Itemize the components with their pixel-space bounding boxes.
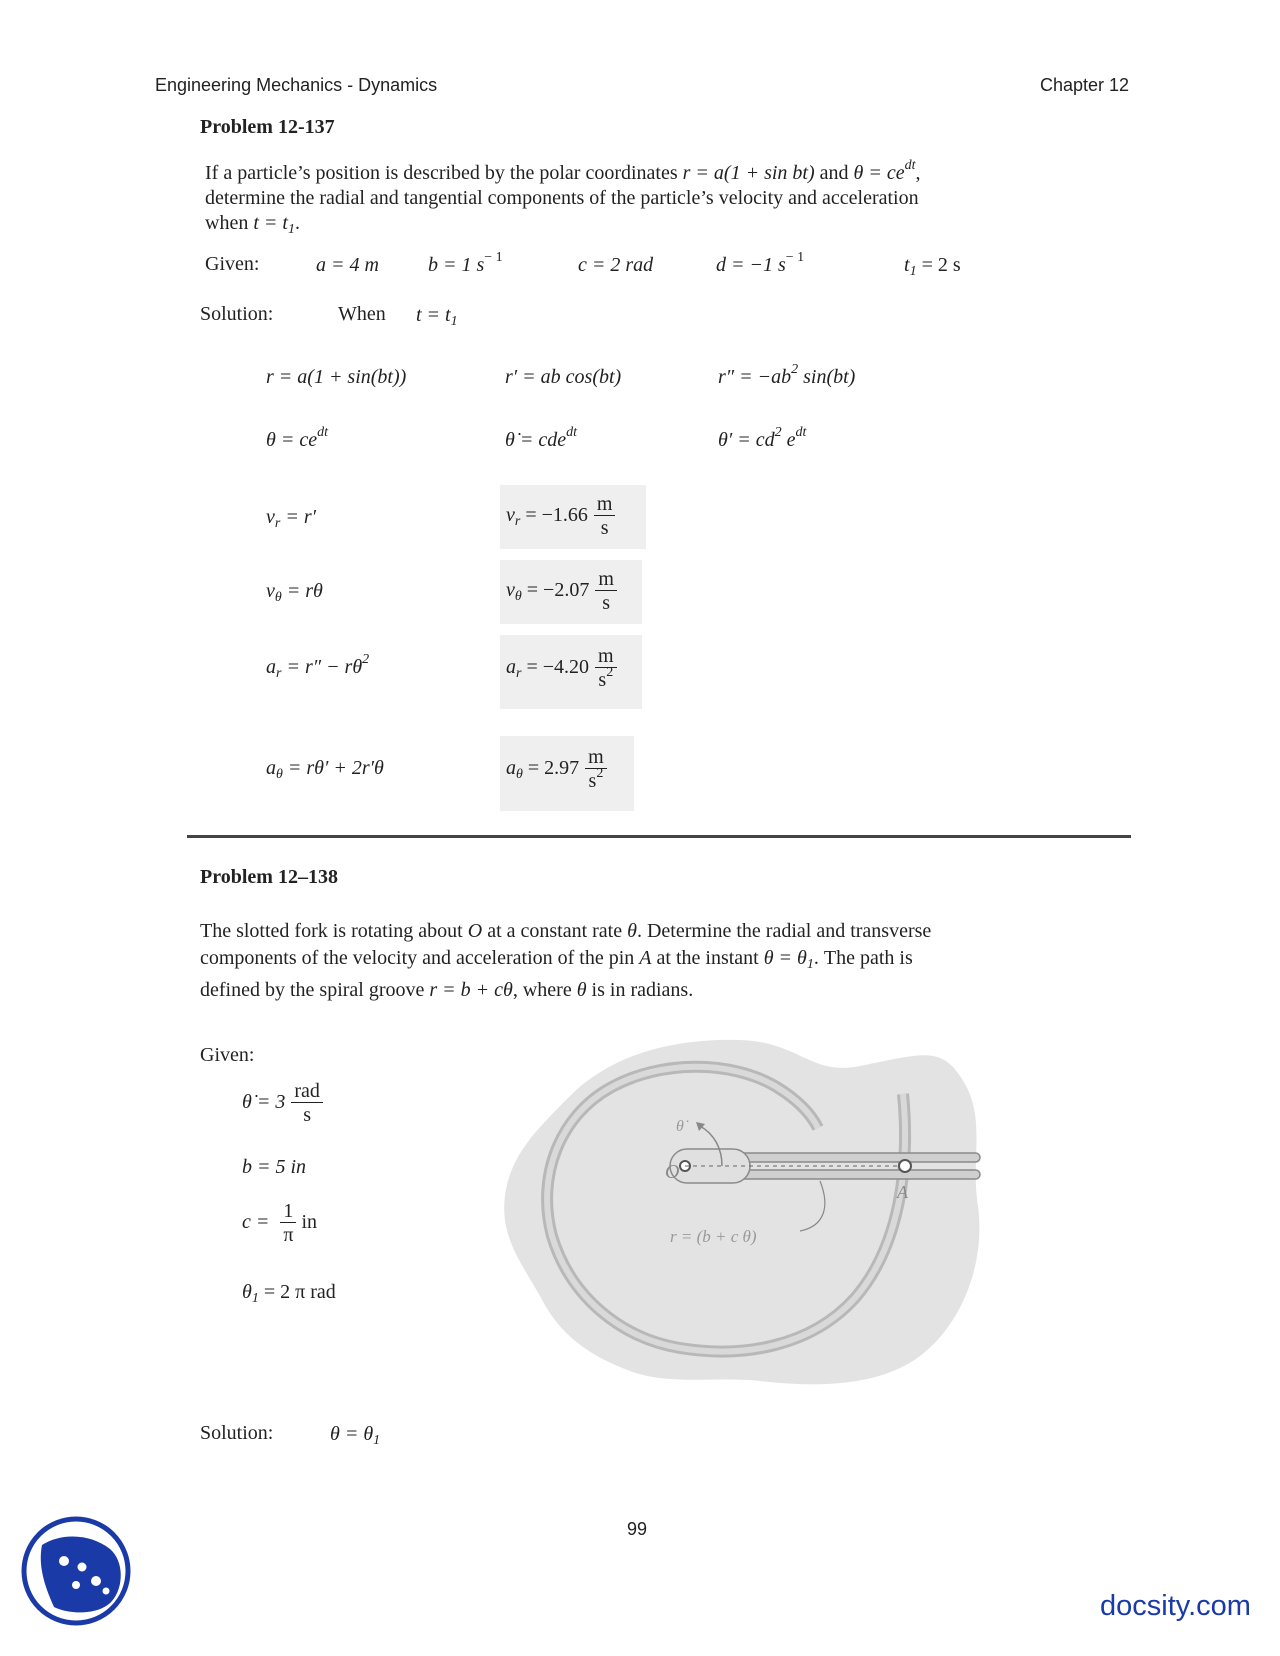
given-theta-dot: θ̇ = 3 $\frac{\text{rad}}{s}$ (242, 1080, 323, 1127)
pin-a (899, 1160, 911, 1172)
docsity-logo-icon (20, 1515, 132, 1627)
given-label-137: Given: (205, 253, 260, 275)
eq-r: r = a(1 + sin(bt)) (266, 366, 407, 388)
when-label: When (338, 303, 386, 325)
given-b: b = 1 $s^{- 1}$ (428, 250, 503, 276)
slotted-fork-figure (500, 1036, 1000, 1392)
given-a: a = 4 m (316, 254, 379, 276)
figure-label-r: r = (b + c θ) (670, 1227, 757, 1246)
def-ar: $a_r = r'' - r\theta^2$ (266, 652, 370, 681)
def-vtheta: $v_\theta = r\theta$ (266, 580, 323, 605)
solution-equation-138: $\theta = \theta_1$ (330, 1423, 381, 1448)
section-divider (187, 835, 1131, 838)
result-box-ar: $a_r = -4.20$ $\frac{m}{s^2}$ (500, 635, 642, 709)
eq-theta: $\theta = ce^{dt}$ (266, 425, 328, 451)
figure-label-a: A (897, 1182, 908, 1202)
when-equation: $t = t_1$ (416, 304, 458, 329)
eq-theta-ddot: $\theta' = cd^2$ $e^{dt}$ (718, 425, 807, 451)
given-theta1: $\theta_1 = 2$ π rad (242, 1281, 336, 1306)
eq-r-double-prime: $r'' = -ab^2$ sin(bt) (718, 362, 856, 388)
problem-138-title: Problem 12–138 (200, 866, 338, 888)
header-chapter: Chapter 12 (1040, 75, 1130, 95)
given-t1: $t_1 = 2$ s (904, 254, 961, 279)
problem-137-statement-line2: determine the radial and tangential components of the particle’s velocity and acceleration (205, 187, 919, 209)
result-box-vtheta: $v_\theta = -2.07$ $\frac{m}{s}$ (500, 560, 642, 624)
docsity-brand-link[interactable]: docsity.com (1100, 1590, 1251, 1622)
eq-theta-dot: θ̇ = cde$^{dt}$ (505, 425, 577, 451)
solution-label-137: Solution: (200, 303, 274, 325)
problem-137-statement-line3: when $t = t_1$. (205, 212, 300, 237)
def-vr: $v_r = r'$ (266, 506, 316, 531)
page-number: 99 (627, 1519, 648, 1539)
def-atheta: $a_\theta = r\theta' + 2r'\theta$ (266, 757, 384, 782)
problem-138-statement-line2: components of the velocity and acceleration of the pin A at the instant $\theta = \theta_1$. The path is (200, 947, 913, 972)
eq-r-prime: r′ = ab cos(bt) (505, 366, 622, 388)
given-label-138: Given: (200, 1044, 255, 1066)
problem-138-statement-line1: The slotted fork is rotating about O at a constant rate θ. Determine the radial and transverse (200, 920, 932, 942)
problem-138-statement-line3: defined by the spiral groove r = b + cθ, where θ is in radians. (200, 979, 694, 1001)
given-c-138: c = $\frac{1}{\pi}$ in (242, 1200, 318, 1246)
figure-label-theta-dot: θ˙ (676, 1118, 690, 1135)
result-box-atheta: $a_\theta = 2.97$ $\frac{m}{s^2}$ (500, 736, 634, 811)
given-b-138: b = 5 in (242, 1156, 307, 1178)
solution-label-138: Solution: (200, 1422, 274, 1444)
problem-137-statement-line1: If a particle’s position is described by the polar coordinates r = a(1 + sin bt) and $\theta = ce^{dt}$, (205, 158, 921, 184)
result-box-vr: $v_r = -1.66$ $\frac{m}{s}$ (500, 485, 646, 549)
given-c: c = 2 rad (578, 254, 654, 276)
given-d: d = −1 $s^{- 1}$ (716, 250, 805, 276)
problem-137-title: Problem 12-137 (200, 116, 335, 138)
header-title: Engineering Mechanics - Dynamics (155, 75, 438, 95)
figure-background-blob (504, 1040, 979, 1385)
figure-label-o: O (665, 1161, 680, 1183)
